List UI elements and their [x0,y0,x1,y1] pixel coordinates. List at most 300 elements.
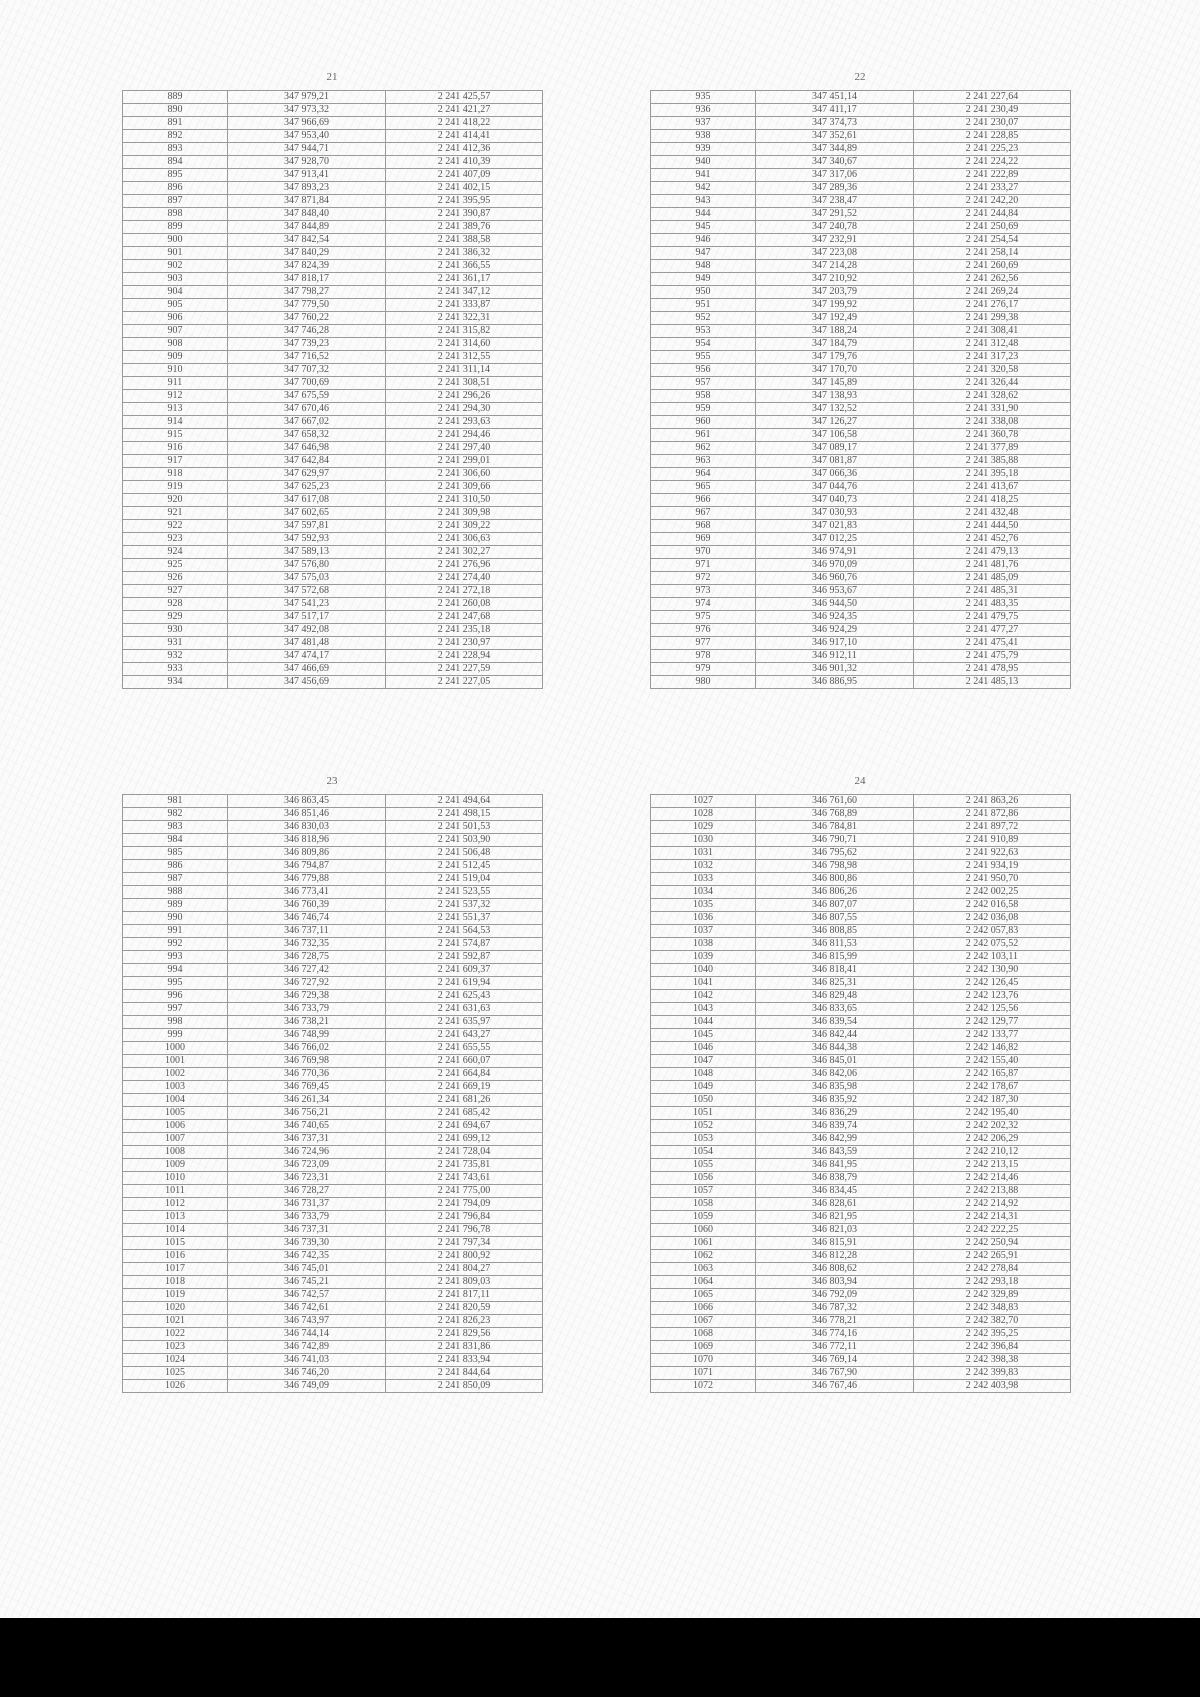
table-row [651,455,1071,468]
point-number-cell: 1061 [651,1237,756,1250]
y-coordinate-cell: 2 241 743,61 [386,1172,543,1185]
point-number-cell: 946 [651,234,756,247]
table-row [651,1263,1071,1276]
y-coordinate-cell: 2 242 165,87 [914,1068,1071,1081]
y-coordinate-cell: 2 241 244,84 [914,208,1071,221]
x-coordinate-cell: 347 411,17 [756,104,914,117]
table-row [651,873,1071,886]
page-22 [650,70,1070,689]
y-coordinate-cell: 2 241 308,51 [386,377,543,390]
y-coordinate-cell: 2 241 222,89 [914,169,1071,182]
point-number-cell: 1022 [123,1328,228,1341]
table-row [123,1107,543,1120]
x-coordinate-cell: 346 795,62 [756,847,914,860]
point-number-cell: 1010 [123,1172,228,1185]
table-row [123,964,543,977]
y-coordinate-cell: 2 241 412,36 [386,143,543,156]
table-row [123,1016,543,1029]
x-coordinate-cell: 347 617,08 [228,494,386,507]
y-coordinate-cell: 2 241 310,50 [386,494,543,507]
point-number-cell: 960 [651,416,756,429]
x-coordinate-cell: 346 886,95 [756,676,914,689]
x-coordinate-cell: 347 597,81 [228,520,386,533]
table-row [123,977,543,990]
point-number-cell: 950 [651,286,756,299]
point-number-cell: 1034 [651,886,756,899]
y-coordinate-cell: 2 241 366,55 [386,260,543,273]
y-coordinate-cell: 2 241 643,27 [386,1029,543,1042]
x-coordinate-cell: 346 818,41 [756,964,914,977]
y-coordinate-cell: 2 242 250,94 [914,1237,1071,1250]
y-coordinate-cell: 2 241 385,88 [914,455,1071,468]
point-number-cell: 995 [123,977,228,990]
point-number-cell: 990 [123,912,228,925]
y-coordinate-cell: 2 241 512,45 [386,860,543,873]
point-number-cell: 981 [123,795,228,808]
x-coordinate-cell: 347 210,92 [756,273,914,286]
table-row [123,364,543,377]
table-row [123,468,543,481]
table-row [651,977,1071,990]
point-number-cell: 1017 [123,1263,228,1276]
point-number-cell: 905 [123,299,228,312]
y-coordinate-cell: 2 241 479,75 [914,611,1071,624]
table-row [651,860,1071,873]
y-coordinate-cell: 2 241 475,79 [914,650,1071,663]
point-number-cell: 952 [651,312,756,325]
y-coordinate-cell: 2 242 126,45 [914,977,1071,990]
point-number-cell: 1067 [651,1315,756,1328]
point-number-cell: 951 [651,299,756,312]
x-coordinate-cell: 346 733,79 [228,1211,386,1224]
point-number-cell: 1035 [651,899,756,912]
x-coordinate-cell: 346 825,31 [756,977,914,990]
point-number-cell: 1000 [123,1042,228,1055]
table-row [123,520,543,533]
point-number-cell: 1057 [651,1185,756,1198]
table-row [123,91,543,104]
point-number-cell: 944 [651,208,756,221]
point-number-cell: 1027 [651,795,756,808]
point-number-cell: 897 [123,195,228,208]
y-coordinate-cell: 2 241 506,48 [386,847,543,860]
table-row [123,951,543,964]
x-coordinate-cell: 347 040,73 [756,494,914,507]
table-row [123,403,543,416]
table-row [651,585,1071,598]
table-row [123,886,543,899]
table-row [651,1081,1071,1094]
point-number-cell: 1060 [651,1224,756,1237]
y-coordinate-cell: 2 242 265,91 [914,1250,1071,1263]
point-number-cell: 1045 [651,1029,756,1042]
y-coordinate-cell: 2 241 328,62 [914,390,1071,403]
table-row [651,1289,1071,1302]
page-24 [650,774,1070,1393]
x-coordinate-cell: 347 289,36 [756,182,914,195]
point-number-cell: 959 [651,403,756,416]
table-row [651,1276,1071,1289]
table-row [651,1198,1071,1211]
y-coordinate-cell: 2 241 306,63 [386,533,543,546]
table-row [651,1211,1071,1224]
x-coordinate-cell: 347 844,89 [228,221,386,234]
x-coordinate-cell: 347 893,23 [228,182,386,195]
table-row [651,1159,1071,1172]
y-coordinate-cell: 2 241 478,95 [914,663,1071,676]
x-coordinate-cell: 346 838,79 [756,1172,914,1185]
x-coordinate-cell: 346 830,03 [228,821,386,834]
point-number-cell: 994 [123,964,228,977]
table-row [651,442,1071,455]
x-coordinate-cell: 346 845,01 [756,1055,914,1068]
point-number-cell: 922 [123,520,228,533]
table-row [651,990,1071,1003]
table-row [123,169,543,182]
x-coordinate-cell: 346 815,99 [756,951,914,964]
y-coordinate-cell: 2 241 227,59 [386,663,543,676]
point-number-cell: 1065 [651,1289,756,1302]
x-coordinate-cell: 346 818,96 [228,834,386,847]
x-coordinate-cell: 346 732,35 [228,938,386,951]
x-coordinate-cell: 346 974,91 [756,546,914,559]
y-coordinate-cell: 2 242 016,58 [914,899,1071,912]
table-row [651,91,1071,104]
x-coordinate-cell: 347 145,89 [756,377,914,390]
y-coordinate-cell: 2 241 844,64 [386,1367,543,1380]
table-row [651,847,1071,860]
table-row [123,1341,543,1354]
point-number-cell: 987 [123,873,228,886]
coordinates-table [650,794,1071,1393]
point-number-cell: 989 [123,899,228,912]
table-row [651,260,1071,273]
y-coordinate-cell: 2 241 309,66 [386,481,543,494]
x-coordinate-cell: 347 966,69 [228,117,386,130]
y-coordinate-cell: 2 242 206,29 [914,1133,1071,1146]
x-coordinate-cell: 346 912,11 [756,650,914,663]
table-row [123,390,543,403]
table-row [651,195,1071,208]
y-coordinate-cell: 2 241 863,26 [914,795,1071,808]
page-number: 23 [326,775,338,787]
y-coordinate-cell: 2 241 809,03 [386,1276,543,1289]
x-coordinate-cell: 346 728,75 [228,951,386,964]
table-row [651,1146,1071,1159]
x-coordinate-cell: 346 790,71 [756,834,914,847]
table-row [123,481,543,494]
x-coordinate-cell: 347 642,84 [228,455,386,468]
table-row [651,130,1071,143]
x-coordinate-cell: 346 960,76 [756,572,914,585]
y-coordinate-cell: 2 242 036,08 [914,912,1071,925]
table-row [123,1367,543,1380]
x-coordinate-cell: 346 970,09 [756,559,914,572]
x-coordinate-cell: 346 767,90 [756,1367,914,1380]
y-coordinate-cell: 2 242 293,18 [914,1276,1071,1289]
x-coordinate-cell: 346 863,45 [228,795,386,808]
y-coordinate-cell: 2 241 274,40 [386,572,543,585]
table-row [123,104,543,117]
table-row [651,234,1071,247]
y-coordinate-cell: 2 241 228,94 [386,650,543,663]
y-coordinate-cell: 2 241 418,25 [914,494,1071,507]
table-row [651,1120,1071,1133]
point-number-cell: 904 [123,286,228,299]
point-number-cell: 988 [123,886,228,899]
table-row [123,637,543,650]
table-row [123,1042,543,1055]
table-row [651,1029,1071,1042]
x-coordinate-cell: 347 848,40 [228,208,386,221]
page-number: 22 [854,71,866,83]
table-row [651,286,1071,299]
point-number-cell: 993 [123,951,228,964]
x-coordinate-cell: 346 737,31 [228,1224,386,1237]
table-row [651,886,1071,899]
point-number-cell: 998 [123,1016,228,1029]
x-coordinate-cell: 347 716,52 [228,351,386,364]
point-number-cell: 1068 [651,1328,756,1341]
y-coordinate-cell: 2 242 125,56 [914,1003,1071,1016]
y-coordinate-cell: 2 241 260,08 [386,598,543,611]
y-coordinate-cell: 2 241 664,84 [386,1068,543,1081]
page-number: 21 [326,71,338,83]
y-coordinate-cell: 2 241 317,23 [914,351,1071,364]
y-coordinate-cell: 2 241 258,14 [914,247,1071,260]
point-number-cell: 1059 [651,1211,756,1224]
point-number-cell: 934 [123,676,228,689]
y-coordinate-cell: 2 241 308,41 [914,325,1071,338]
x-coordinate-cell: 347 979,21 [228,91,386,104]
x-coordinate-cell: 346 761,60 [756,795,914,808]
x-coordinate-cell: 346 811,53 [756,938,914,951]
table-row [651,1055,1071,1068]
coordinates-table [122,794,543,1393]
y-coordinate-cell: 2 241 395,18 [914,468,1071,481]
point-number-cell: 1048 [651,1068,756,1081]
y-coordinate-cell: 2 241 475,41 [914,637,1071,650]
table-row [651,429,1071,442]
x-coordinate-cell: 346 809,86 [228,847,386,860]
x-coordinate-cell: 346 760,39 [228,899,386,912]
y-coordinate-cell: 2 241 390,87 [386,208,543,221]
x-coordinate-cell: 346 839,54 [756,1016,914,1029]
table-row [123,990,543,1003]
x-coordinate-cell: 347 317,06 [756,169,914,182]
y-coordinate-cell: 2 241 306,60 [386,468,543,481]
point-number-cell: 953 [651,325,756,338]
x-coordinate-cell: 346 768,89 [756,808,914,821]
x-coordinate-cell: 346 742,35 [228,1250,386,1263]
table-row [123,234,543,247]
y-coordinate-cell: 2 241 498,15 [386,808,543,821]
x-coordinate-cell: 347 572,68 [228,585,386,598]
point-number-cell: 957 [651,377,756,390]
point-number-cell: 977 [651,637,756,650]
y-coordinate-cell: 2 241 872,86 [914,808,1071,821]
x-coordinate-cell: 346 807,07 [756,899,914,912]
point-number-cell: 1062 [651,1250,756,1263]
table-row [123,808,543,821]
x-coordinate-cell: 347 192,49 [756,312,914,325]
table-row [651,169,1071,182]
table-row [651,1107,1071,1120]
y-coordinate-cell: 2 242 130,90 [914,964,1071,977]
table-row [651,899,1071,912]
y-coordinate-cell: 2 241 728,04 [386,1146,543,1159]
x-coordinate-cell: 346 767,46 [756,1380,914,1393]
x-coordinate-cell: 346 742,61 [228,1302,386,1315]
table-row [123,1354,543,1367]
point-number-cell: 913 [123,403,228,416]
y-coordinate-cell: 2 241 326,44 [914,377,1071,390]
x-coordinate-cell: 347 589,13 [228,546,386,559]
x-coordinate-cell: 347 779,50 [228,299,386,312]
y-coordinate-cell: 2 241 483,35 [914,598,1071,611]
point-number-cell: 986 [123,860,228,873]
point-number-cell: 916 [123,442,228,455]
table-row [651,611,1071,624]
y-coordinate-cell: 2 242 222,25 [914,1224,1071,1237]
point-number-cell: 1064 [651,1276,756,1289]
y-coordinate-cell: 2 241 831,86 [386,1341,543,1354]
point-number-cell: 896 [123,182,228,195]
x-coordinate-cell: 347 760,22 [228,312,386,325]
x-coordinate-cell: 346 842,44 [756,1029,914,1042]
table-row [123,1029,543,1042]
point-number-cell: 1043 [651,1003,756,1016]
x-coordinate-cell: 347 170,70 [756,364,914,377]
x-coordinate-cell: 346 842,99 [756,1133,914,1146]
y-coordinate-cell: 2 241 485,31 [914,585,1071,598]
point-number-cell: 979 [651,663,756,676]
y-coordinate-cell: 2 241 297,40 [386,442,543,455]
y-coordinate-cell: 2 242 146,82 [914,1042,1071,1055]
y-coordinate-cell: 2 241 320,58 [914,364,1071,377]
table-row [123,1328,543,1341]
point-number-cell: 938 [651,130,756,143]
table-row [123,325,543,338]
y-coordinate-cell: 2 241 592,87 [386,951,543,964]
table-row [651,1237,1071,1250]
point-number-cell: 892 [123,130,228,143]
table-row [123,650,543,663]
y-coordinate-cell: 2 242 057,83 [914,925,1071,938]
y-coordinate-cell: 2 242 278,84 [914,1263,1071,1276]
table-row [123,416,543,429]
table-row [123,834,543,847]
point-number-cell: 1016 [123,1250,228,1263]
point-number-cell: 974 [651,598,756,611]
x-coordinate-cell: 347 953,40 [228,130,386,143]
x-coordinate-cell: 346 741,03 [228,1354,386,1367]
table-row [123,156,543,169]
table-row [651,1380,1071,1393]
y-coordinate-cell: 2 241 619,94 [386,977,543,990]
x-coordinate-cell: 347 592,93 [228,533,386,546]
y-coordinate-cell: 2 242 382,70 [914,1315,1071,1328]
table-row [123,208,543,221]
point-number-cell: 999 [123,1029,228,1042]
point-number-cell: 1019 [123,1289,228,1302]
x-coordinate-cell: 346 808,62 [756,1263,914,1276]
table-row [123,624,543,637]
point-number-cell: 1071 [651,1367,756,1380]
y-coordinate-cell: 2 241 485,09 [914,572,1071,585]
x-coordinate-cell: 346 807,55 [756,912,914,925]
x-coordinate-cell: 346 774,16 [756,1328,914,1341]
table-row [123,221,543,234]
y-coordinate-cell: 2 242 213,15 [914,1159,1071,1172]
point-number-cell: 1032 [651,860,756,873]
point-number-cell: 1030 [651,834,756,847]
point-number-cell: 980 [651,676,756,689]
page-23 [122,774,542,1393]
point-number-cell: 949 [651,273,756,286]
y-coordinate-cell: 2 242 329,89 [914,1289,1071,1302]
y-coordinate-cell: 2 241 276,17 [914,299,1071,312]
y-coordinate-cell: 2 241 452,76 [914,533,1071,546]
table-row [123,338,543,351]
y-coordinate-cell: 2 241 826,23 [386,1315,543,1328]
x-coordinate-cell: 347 944,71 [228,143,386,156]
y-coordinate-cell: 2 242 155,40 [914,1055,1071,1068]
page-21 [122,70,542,689]
table-row [123,507,543,520]
point-number-cell: 890 [123,104,228,117]
x-coordinate-cell: 346 835,98 [756,1081,914,1094]
point-number-cell: 898 [123,208,228,221]
y-coordinate-cell: 2 241 519,04 [386,873,543,886]
x-coordinate-cell: 347 126,27 [756,416,914,429]
x-coordinate-cell: 347 232,91 [756,234,914,247]
table-row [651,1172,1071,1185]
y-coordinate-cell: 2 241 410,39 [386,156,543,169]
y-coordinate-cell: 2 241 910,89 [914,834,1071,847]
x-coordinate-cell: 346 737,11 [228,925,386,938]
point-number-cell: 1072 [651,1380,756,1393]
table-row [123,1250,543,1263]
table-row [651,559,1071,572]
point-number-cell: 972 [651,572,756,585]
table-row [123,1172,543,1185]
y-coordinate-cell: 2 241 361,17 [386,273,543,286]
y-coordinate-cell: 2 241 775,00 [386,1185,543,1198]
x-coordinate-cell: 346 851,46 [228,808,386,821]
x-coordinate-cell: 346 724,96 [228,1146,386,1159]
point-number-cell: 991 [123,925,228,938]
point-number-cell: 955 [651,351,756,364]
table-row [123,663,543,676]
y-coordinate-cell: 2 241 934,19 [914,860,1071,873]
x-coordinate-cell: 347 106,58 [756,429,914,442]
table-row [651,416,1071,429]
y-coordinate-cell: 2 241 312,55 [386,351,543,364]
y-coordinate-cell: 2 242 103,11 [914,951,1071,964]
x-coordinate-cell: 347 081,87 [756,455,914,468]
y-coordinate-cell: 2 241 817,11 [386,1289,543,1302]
y-coordinate-cell: 2 241 609,37 [386,964,543,977]
point-number-cell: 992 [123,938,228,951]
table-row [651,834,1071,847]
point-number-cell: 1047 [651,1055,756,1068]
table-row [651,299,1071,312]
x-coordinate-cell: 347 352,61 [756,130,914,143]
table-row [123,1315,543,1328]
x-coordinate-cell: 347 344,89 [756,143,914,156]
table-row [651,468,1071,481]
